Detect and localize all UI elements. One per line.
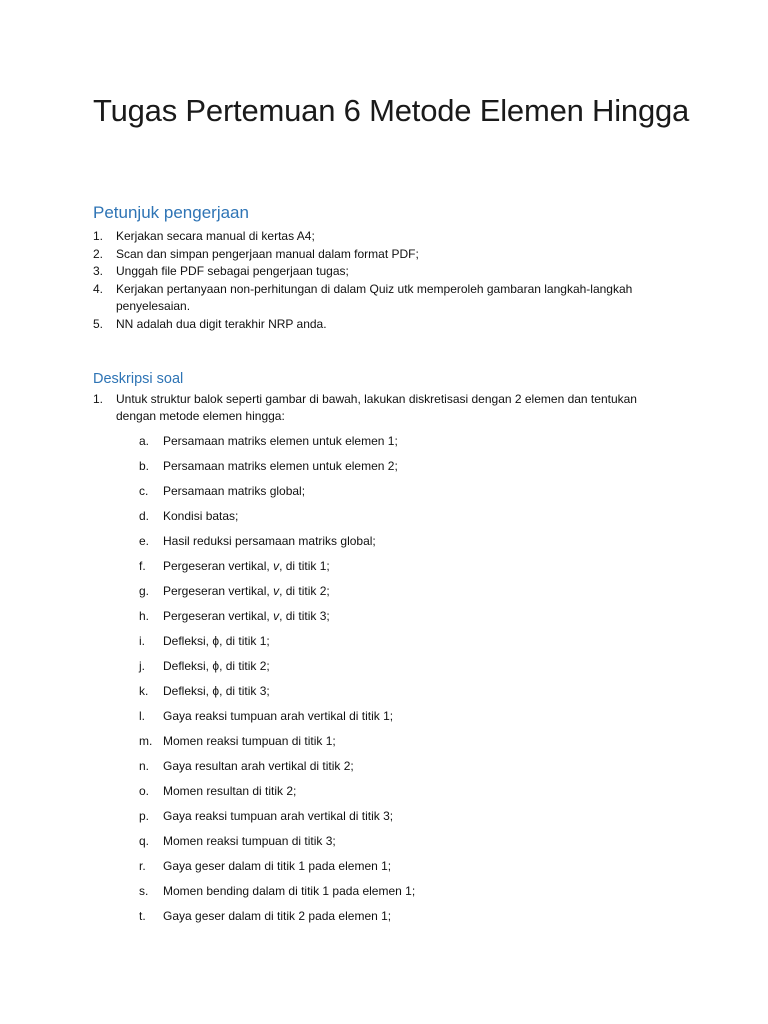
list-number: 1. — [93, 392, 104, 406]
sub-letter: i. — [139, 634, 145, 648]
sub-text-pre: Pergeseran vertikal, — [163, 584, 274, 598]
sub-question-item — [139, 633, 589, 658]
sub-text-post: , di titik 2; — [279, 584, 330, 598]
list-text: Unggah file PDF sebagai pengerjaan tugas; — [116, 264, 349, 278]
sub-text: Momen reaksi tumpuan di titik 1; — [163, 734, 336, 748]
sub-text: Persamaan matriks elemen untuk elemen 1; — [163, 434, 398, 448]
sub-question-item — [139, 733, 589, 758]
sub-question-item — [139, 658, 589, 683]
variable-v: v — [273, 609, 280, 623]
question-list — [93, 391, 653, 425]
section-heading-instructions: Petunjuk pengerjaan — [93, 203, 249, 222]
sub-text: Persamaan matriks global; — [163, 484, 306, 498]
sub-text: Defleksi, ϕ, di titik 1; — [163, 634, 270, 648]
instruction-list — [93, 228, 653, 333]
sub-text: Hasil reduksi persamaan matriks global; — [163, 534, 376, 548]
sub-question-item — [139, 533, 589, 558]
sub-question-item — [139, 908, 589, 933]
list-item — [93, 228, 653, 246]
sub-text: Gaya reaksi tumpuan arah vertikal di titik 1; — [163, 709, 394, 723]
sub-letter: r. — [139, 859, 146, 873]
sub-text: Momen bending dalam di titik 1 pada elemen 1; — [163, 884, 416, 898]
sub-letter: h. — [139, 609, 150, 623]
sub-question-item — [139, 458, 589, 483]
list-text: NN adalah dua digit terakhir NRP anda. — [116, 316, 327, 331]
sub-text: Gaya resultan arah vertikal di titik 2; — [163, 759, 354, 773]
question-text: Untuk struktur balok seperti gambar di bawah, lakukan diskretisasi dengan 2 elemen dan tentukan dengan metode elemen hingga: — [116, 392, 637, 423]
list-text: Kerjakan pertanyaan non-perhitungan di dalam Quiz utk memperoleh gambaran langkah-langkah penyelesaian. — [116, 281, 633, 313]
sub-letter: j. — [139, 659, 145, 673]
list-number: 4. — [93, 281, 104, 296]
variable-v: v — [273, 559, 280, 573]
sub-letter: p. — [139, 809, 150, 823]
sub-question-list — [139, 433, 589, 933]
list-item — [93, 281, 653, 316]
sub-letter: k. — [139, 684, 149, 698]
sub-text: Gaya reaksi tumpuan arah vertikal di titik 3; — [163, 809, 394, 823]
question-item — [93, 391, 653, 425]
sub-letter: l. — [139, 709, 145, 723]
variable-v: v — [273, 584, 280, 598]
section-heading-description: Deskripsi soal — [93, 371, 184, 387]
sub-question-item — [139, 583, 589, 608]
sub-letter: q. — [139, 834, 150, 848]
sub-question-item — [139, 683, 589, 708]
sub-letter: m. — [139, 734, 153, 748]
sub-letter: o. — [139, 784, 150, 798]
document-title: Tugas Pertemuan 6 Metode Elemen Hingga — [93, 93, 690, 128]
sub-text-post: , di titik 1; — [279, 559, 330, 573]
sub-letter: g. — [139, 584, 150, 598]
sub-letter: a. — [139, 434, 150, 448]
list-number: 3. — [93, 264, 104, 278]
sub-text: Persamaan matriks elemen untuk elemen 2; — [163, 459, 398, 473]
sub-question-item — [139, 783, 589, 808]
sub-text: Momen reaksi tumpuan di titik 3; — [163, 834, 336, 848]
sub-question-item — [139, 483, 589, 508]
sub-question-item — [139, 508, 589, 533]
sub-letter: s. — [139, 884, 149, 898]
list-item — [93, 316, 653, 334]
sub-text-post: , di titik 3; — [279, 609, 330, 623]
list-text: Scan dan simpan pengerjaan manual dalam format PDF; — [116, 246, 419, 261]
list-item — [93, 246, 653, 264]
sub-question-item — [139, 608, 589, 633]
sub-question-item — [139, 883, 589, 908]
list-number: 2. — [93, 246, 104, 261]
sub-question-item — [139, 433, 589, 458]
sub-text: Gaya geser dalam di titik 1 pada elemen 1; — [163, 859, 392, 873]
sub-text: Defleksi, ϕ, di titik 2; — [163, 659, 270, 673]
sub-text: Gaya geser dalam di titik 2 pada elemen 1; — [163, 909, 392, 923]
sub-letter: e. — [139, 534, 150, 548]
sub-question-item — [139, 758, 589, 783]
sub-question-item — [139, 708, 589, 733]
list-text: Kerjakan secara manual di kertas A4; — [116, 229, 315, 243]
sub-letter: t. — [139, 909, 146, 923]
sub-letter: f. — [139, 559, 146, 573]
sub-letter: b. — [139, 459, 150, 473]
sub-question-item — [139, 858, 589, 883]
sub-question-item — [139, 833, 589, 858]
sub-letter: n. — [139, 759, 150, 773]
list-item — [93, 263, 653, 281]
list-number: 5. — [93, 316, 104, 331]
sub-text-pre: Pergeseran vertikal, — [163, 559, 274, 573]
list-number: 1. — [93, 229, 104, 243]
sub-question-item — [139, 558, 589, 583]
sub-letter: c. — [139, 484, 149, 498]
sub-text-pre: Pergeseran vertikal, — [163, 609, 274, 623]
sub-question-item — [139, 808, 589, 833]
sub-text: Kondisi batas; — [163, 509, 239, 523]
sub-text: Defleksi, ϕ, di titik 3; — [163, 684, 270, 698]
sub-text: Momen resultan di titik 2; — [163, 784, 297, 798]
sub-letter: d. — [139, 509, 150, 523]
